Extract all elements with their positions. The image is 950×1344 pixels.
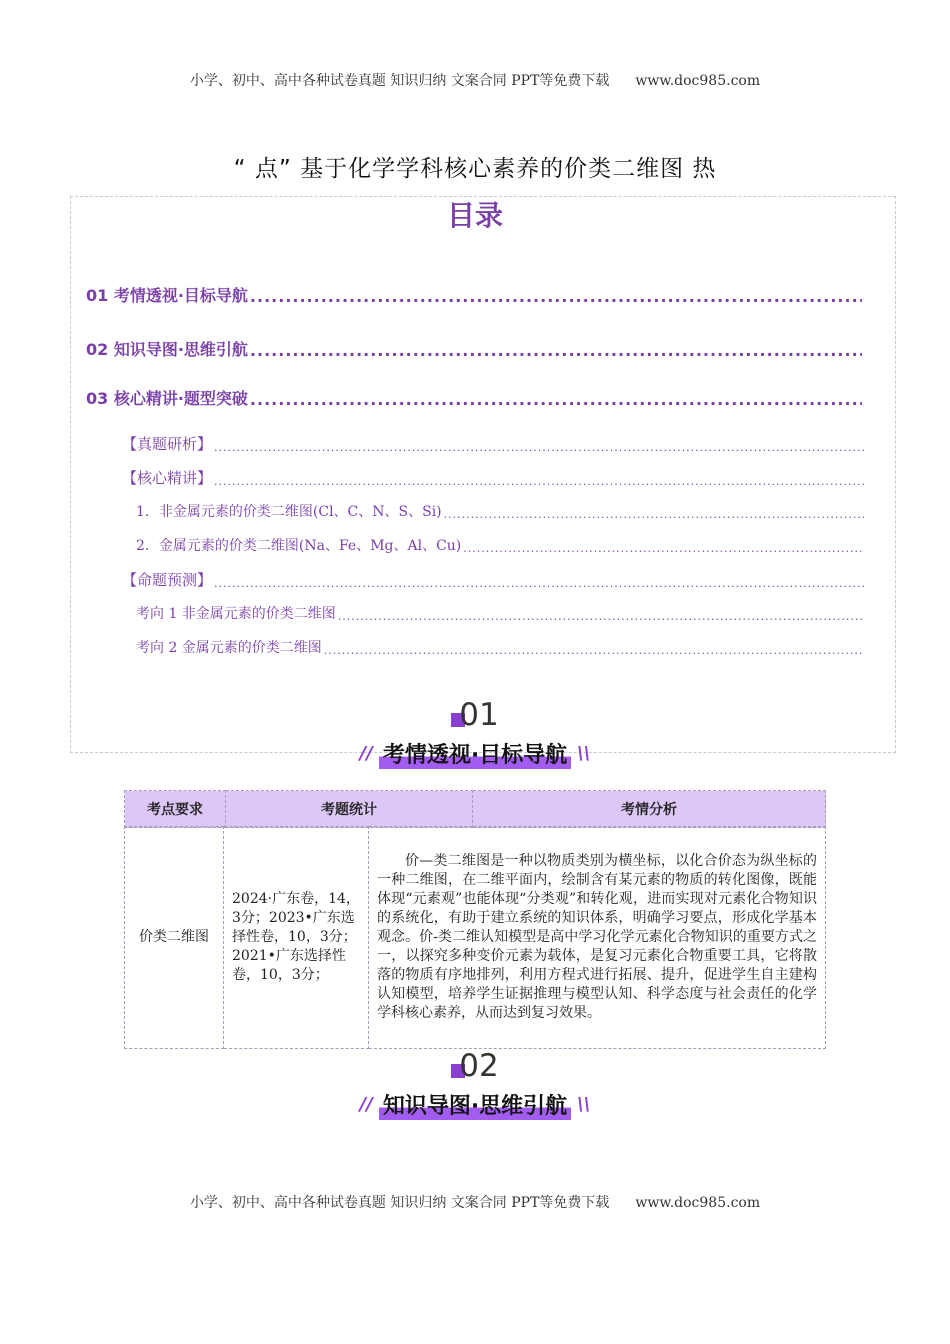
toc-leader: [444, 508, 864, 521]
header-site-link[interactable]: www.doc985.com: [635, 73, 761, 89]
toc-leader: [463, 542, 864, 555]
toc-item-03[interactable]: [86, 386, 862, 409]
toc-leader: [214, 441, 864, 454]
toc-item-label: 02 知识导图·思维引航: [86, 340, 248, 359]
toc-item-label: 【核心精讲】: [122, 469, 213, 487]
toc-item-kaoxiang2[interactable]: [136, 637, 864, 657]
cell-stats: 2024·广东卷，14，3分；2023•广东选择性卷，10，3分；2021•广东选择性卷，10，3分；: [224, 827, 369, 1049]
toc-item-yuce[interactable]: [122, 569, 864, 590]
toc-item-01[interactable]: [86, 283, 862, 306]
toc-leader: [250, 287, 862, 306]
cell-req: 价类二维图: [125, 827, 224, 1049]
header-analysis: 考情分析: [473, 791, 826, 828]
page-header: [0, 70, 950, 90]
footer-text: 小学、初中、高中各种试卷真题 知识归纳 文案合同 PPT等免费下载: [189, 1195, 610, 1211]
toc-item-label: 03 核心精讲·题型突破: [86, 389, 248, 408]
toc-item-label: 1．非金属元素的价类二维图(Cl、C、N、S、Si): [136, 504, 442, 520]
toc-item-label: 【命题预测】: [122, 571, 213, 589]
slash-right-icon: \\: [577, 1094, 591, 1115]
section2-number: 02: [0, 1048, 950, 1084]
toc-item-nonmetal[interactable]: [136, 501, 864, 521]
footer-site-link[interactable]: www.doc985.com: [635, 1195, 761, 1211]
header-req: 考点要求: [125, 791, 226, 828]
exam-analysis-body: [124, 826, 826, 1049]
table-row: [125, 827, 826, 1049]
toc-item-hexin[interactable]: [122, 467, 864, 488]
document-title: “ 点” 基于化学学科核心素养的价类二维图 热: [233, 156, 717, 182]
toc-leader: [338, 610, 864, 623]
slash-left-icon: //: [359, 743, 373, 764]
toc-item-metal[interactable]: [136, 535, 864, 555]
slash-right-icon: \\: [577, 743, 591, 764]
section1-title: 考情透视·目标导航: [379, 738, 571, 769]
toc-leader: [250, 341, 862, 360]
section1-banner: [0, 738, 950, 769]
cell-analysis: 价—类二维图是一种以物质类别为横坐标，以化合价态为纵坐标的一种二维图，在二维平面内，绘制含有某元素的物质的转化图像，既能体现“元素观”也能体现“分类观”和转化观，进而实现对元素化合物知识的系统化，有助于建立系统的知识体系，明确学习要点，形成化学基本观念。价-类二维认知模型是高中学习化学元素化合物知识的重要方式之一，以探究多种变价元素为载体，是复习元素化合物重要工具，它将散落的物质有序地排列，利用方程式进行拓展、提升，促进学生自主建构认知模型，培养学生证据推理与模型认知、科学态度与社会责任的化学学科核心素养，从而达到复习效果。: [369, 827, 826, 1049]
toc-item-label: 【真题研析】: [122, 435, 213, 453]
toc-leader: [214, 475, 864, 488]
exam-analysis-table: [124, 790, 826, 828]
toc-item-02[interactable]: [86, 337, 862, 360]
toc-item-label: 01 考情透视·目标导航: [86, 286, 248, 305]
toc-leader: [324, 644, 864, 657]
toc-item-label: 2．金属元素的价类二维图(Na、Fe、Mg、Al、Cu): [136, 538, 462, 554]
section2-banner: [0, 1089, 950, 1120]
toc-title: 目录: [446, 199, 503, 232]
toc-leader: [250, 390, 862, 409]
toc-item-zhenti[interactable]: [122, 433, 864, 454]
toc-item-label: 考向 2 金属元素的价类二维图: [136, 640, 322, 656]
slash-left-icon: //: [359, 1094, 373, 1115]
header-stats: 考题统计: [226, 791, 473, 828]
toc-item-label: 考向 1 非金属元素的价类二维图: [136, 606, 336, 622]
header-text: 小学、初中、高中各种试卷真题 知识归纳 文案合同 PPT等免费下载: [189, 73, 610, 89]
page-footer: [0, 1192, 950, 1212]
toc-leader: [214, 577, 864, 590]
section2-title: 知识导图·思维引航: [379, 1089, 571, 1120]
section1-number: 01: [0, 697, 950, 733]
toc-item-kaoxiang1[interactable]: [136, 603, 864, 623]
